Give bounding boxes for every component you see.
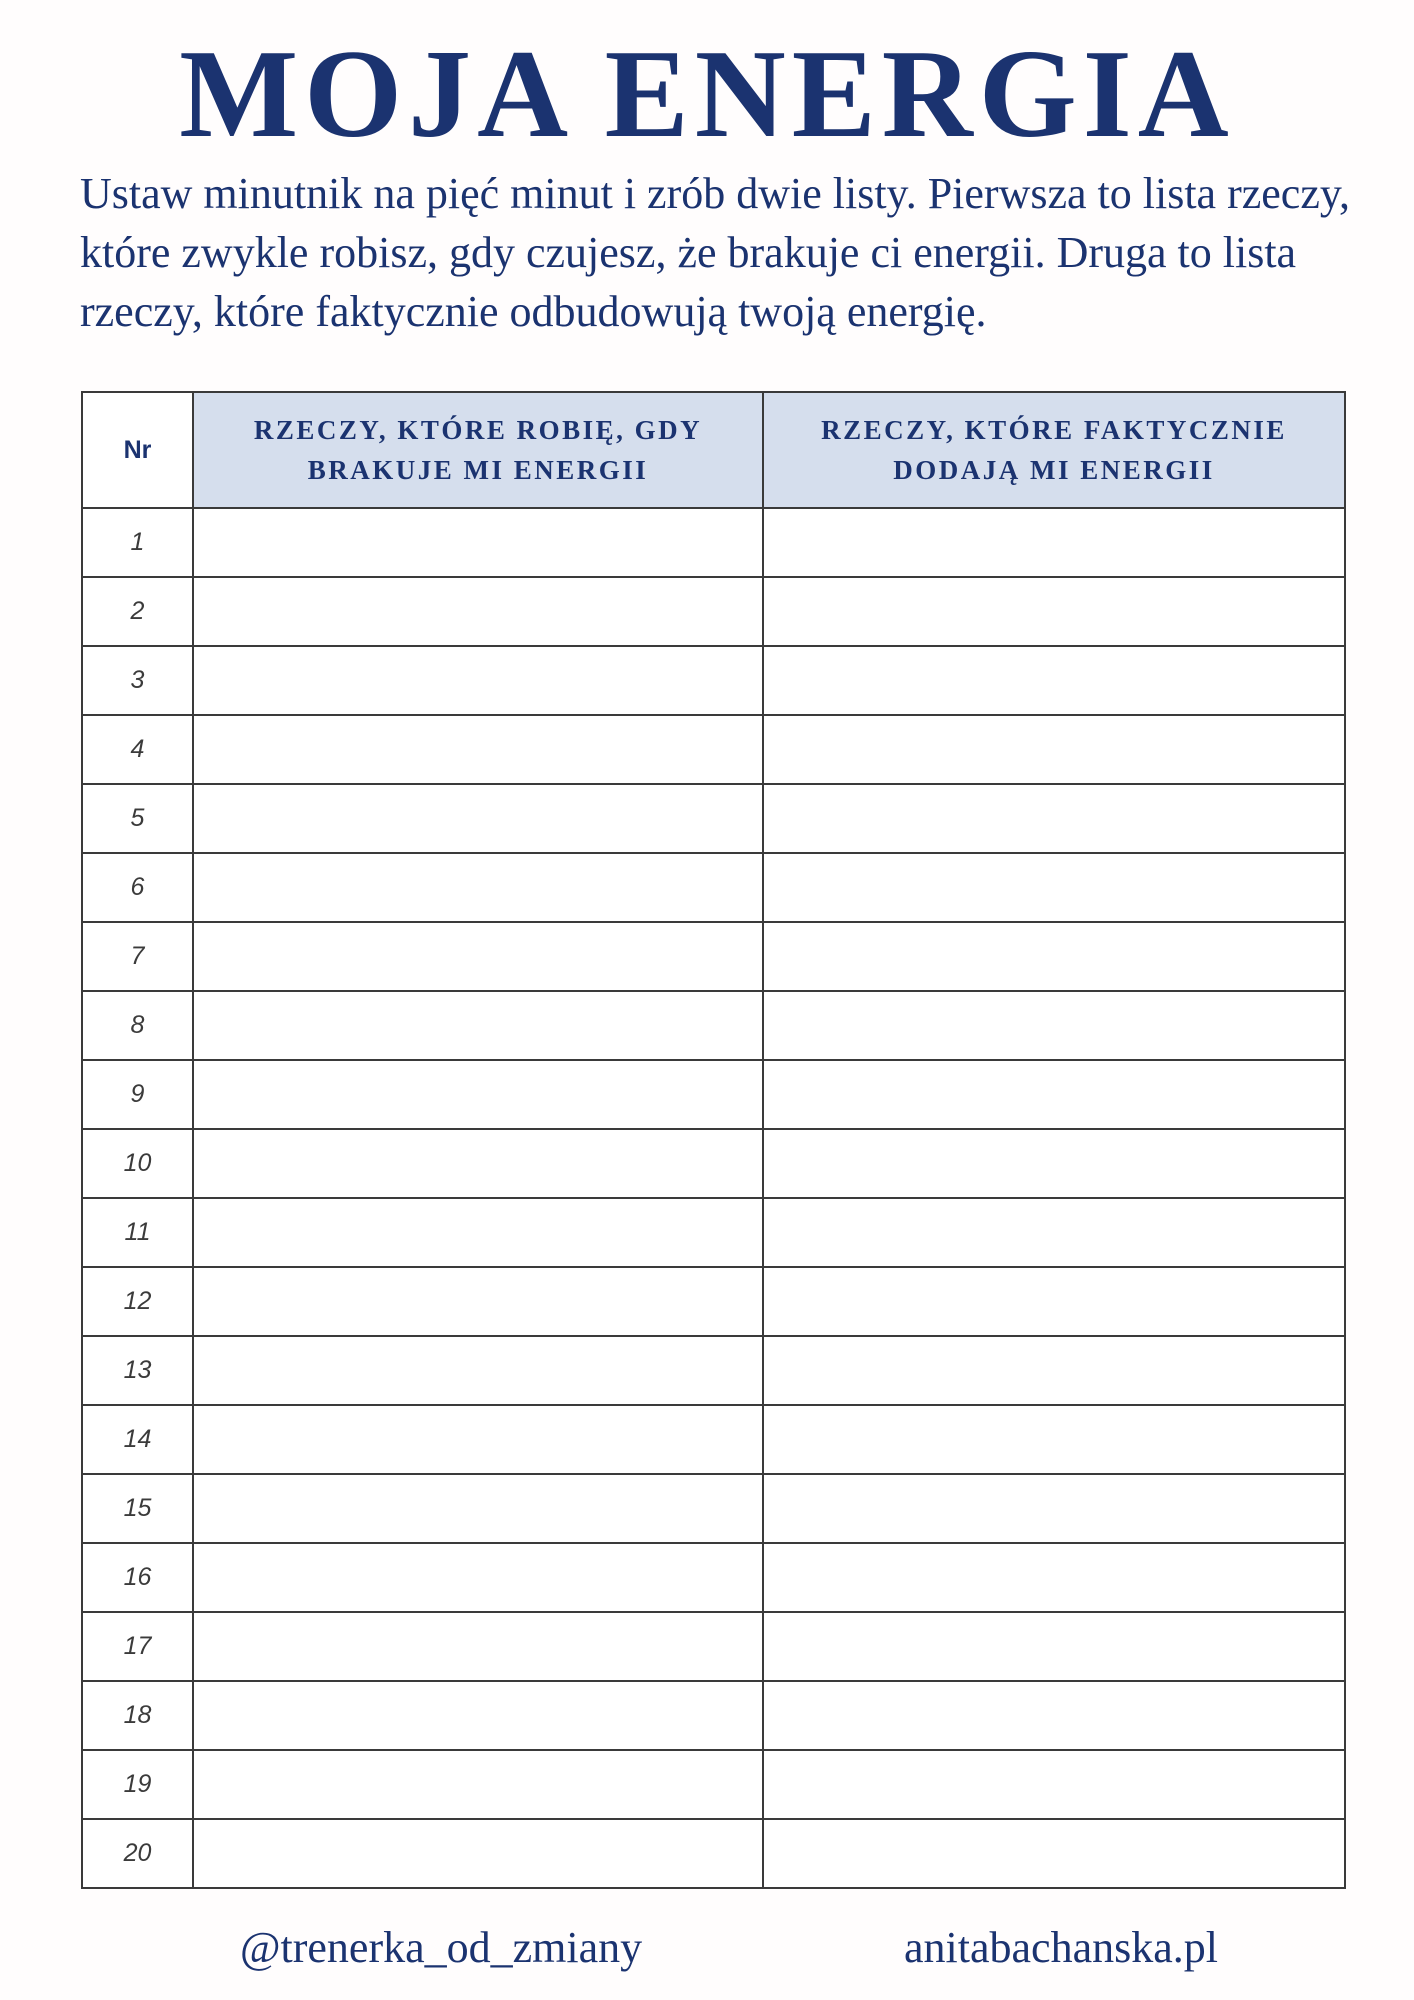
drain-activity-cell[interactable] (193, 1198, 763, 1267)
recharge-activity-cell[interactable] (763, 1543, 1345, 1612)
drain-activity-cell[interactable] (193, 1405, 763, 1474)
recharge-activity-cell[interactable] (763, 1129, 1345, 1198)
drain-activity-cell[interactable] (193, 1750, 763, 1819)
row-number: 17 (82, 1612, 193, 1681)
row-number: 8 (82, 991, 193, 1060)
drain-activity-cell[interactable] (193, 1129, 763, 1198)
recharge-activity-cell[interactable] (763, 508, 1345, 577)
table-row (82, 1543, 1345, 1612)
table-row (82, 577, 1345, 646)
table-row (82, 991, 1345, 1060)
recharge-activity-cell[interactable] (763, 784, 1345, 853)
recharge-activity-cell[interactable] (763, 1681, 1345, 1750)
column-header-nr: Nr (82, 392, 193, 508)
recharge-activity-cell[interactable] (763, 1750, 1345, 1819)
drain-activity-cell[interactable] (193, 577, 763, 646)
row-number: 3 (82, 646, 193, 715)
table-body (82, 508, 1345, 1888)
row-number: 1 (82, 508, 193, 577)
recharge-activity-cell[interactable] (763, 1405, 1345, 1474)
recharge-activity-cell[interactable] (763, 1267, 1345, 1336)
row-number: 4 (82, 715, 193, 784)
recharge-activity-cell[interactable] (763, 646, 1345, 715)
drain-activity-cell[interactable] (193, 1474, 763, 1543)
row-number: 20 (82, 1819, 193, 1888)
drain-activity-cell[interactable] (193, 508, 763, 577)
table-row (82, 1336, 1345, 1405)
table-row (82, 1612, 1345, 1681)
page-title: MOJA ENERGIA (179, 25, 1235, 164)
table-row (82, 1405, 1345, 1474)
recharge-activity-cell[interactable] (763, 1474, 1345, 1543)
row-number: 16 (82, 1543, 193, 1612)
table-row (82, 715, 1345, 784)
drain-activity-cell[interactable] (193, 1543, 763, 1612)
table-row (82, 1750, 1345, 1819)
row-number: 7 (82, 922, 193, 991)
table-row (82, 922, 1345, 991)
drain-activity-cell[interactable] (193, 715, 763, 784)
drain-activity-cell[interactable] (193, 1060, 763, 1129)
drain-activity-cell[interactable] (193, 1612, 763, 1681)
row-number: 13 (82, 1336, 193, 1405)
recharge-activity-cell[interactable] (763, 1060, 1345, 1129)
row-number: 5 (82, 784, 193, 853)
table-header-row (82, 392, 1345, 508)
row-number: 14 (82, 1405, 193, 1474)
drain-activity-cell[interactable] (193, 1267, 763, 1336)
table-row (82, 853, 1345, 922)
drain-activity-cell[interactable] (193, 922, 763, 991)
table-row (82, 1267, 1345, 1336)
intro-text: Ustaw minutnik na pięć minut i zrób dwie listy. Pierwsza to lista rzeczy, które zwykle robisz, gdy czujesz, że brakuje ci energii. Druga to lista rzeczy, które faktycznie odbudowują twoją energię. (80, 169, 1350, 336)
row-number: 9 (82, 1060, 193, 1129)
recharge-activity-cell[interactable] (763, 1198, 1345, 1267)
column-header-drain: RZECZY, KTÓRE ROBIĘ, GDY BRAKUJE MI ENERGII (193, 392, 763, 508)
row-number: 15 (82, 1474, 193, 1543)
row-number: 10 (82, 1129, 193, 1198)
table-row (82, 646, 1345, 715)
recharge-activity-cell[interactable] (763, 1612, 1345, 1681)
instagram-handle: @trenerka_od_zmiany (240, 1923, 643, 1972)
table-row (82, 1819, 1345, 1888)
drain-activity-cell[interactable] (193, 1681, 763, 1750)
table-row (82, 1198, 1345, 1267)
row-number: 19 (82, 1750, 193, 1819)
recharge-activity-cell[interactable] (763, 1336, 1345, 1405)
drain-activity-cell[interactable] (193, 991, 763, 1060)
row-number: 6 (82, 853, 193, 922)
drain-activity-cell[interactable] (193, 853, 763, 922)
row-number: 2 (82, 577, 193, 646)
recharge-activity-cell[interactable] (763, 715, 1345, 784)
recharge-activity-cell[interactable] (763, 1819, 1345, 1888)
table-row (82, 784, 1345, 853)
row-number: 12 (82, 1267, 193, 1336)
column-header-recharge: RZECZY, KTÓRE FAKTYCZNIE DODAJĄ MI ENERGII (763, 392, 1345, 508)
table-row (82, 1474, 1345, 1543)
recharge-activity-cell[interactable] (763, 922, 1345, 991)
table-row (82, 1060, 1345, 1129)
energy-table (81, 391, 1346, 1889)
row-number: 18 (82, 1681, 193, 1750)
drain-activity-cell[interactable] (193, 646, 763, 715)
recharge-activity-cell[interactable] (763, 991, 1345, 1060)
table-row (82, 508, 1345, 577)
website-link: anitabachanska.pl (904, 1923, 1218, 1972)
recharge-activity-cell[interactable] (763, 853, 1345, 922)
drain-activity-cell[interactable] (193, 1336, 763, 1405)
recharge-activity-cell[interactable] (763, 577, 1345, 646)
table-row (82, 1681, 1345, 1750)
table-row (82, 1129, 1345, 1198)
row-number: 11 (82, 1198, 193, 1267)
drain-activity-cell[interactable] (193, 1819, 763, 1888)
drain-activity-cell[interactable] (193, 784, 763, 853)
